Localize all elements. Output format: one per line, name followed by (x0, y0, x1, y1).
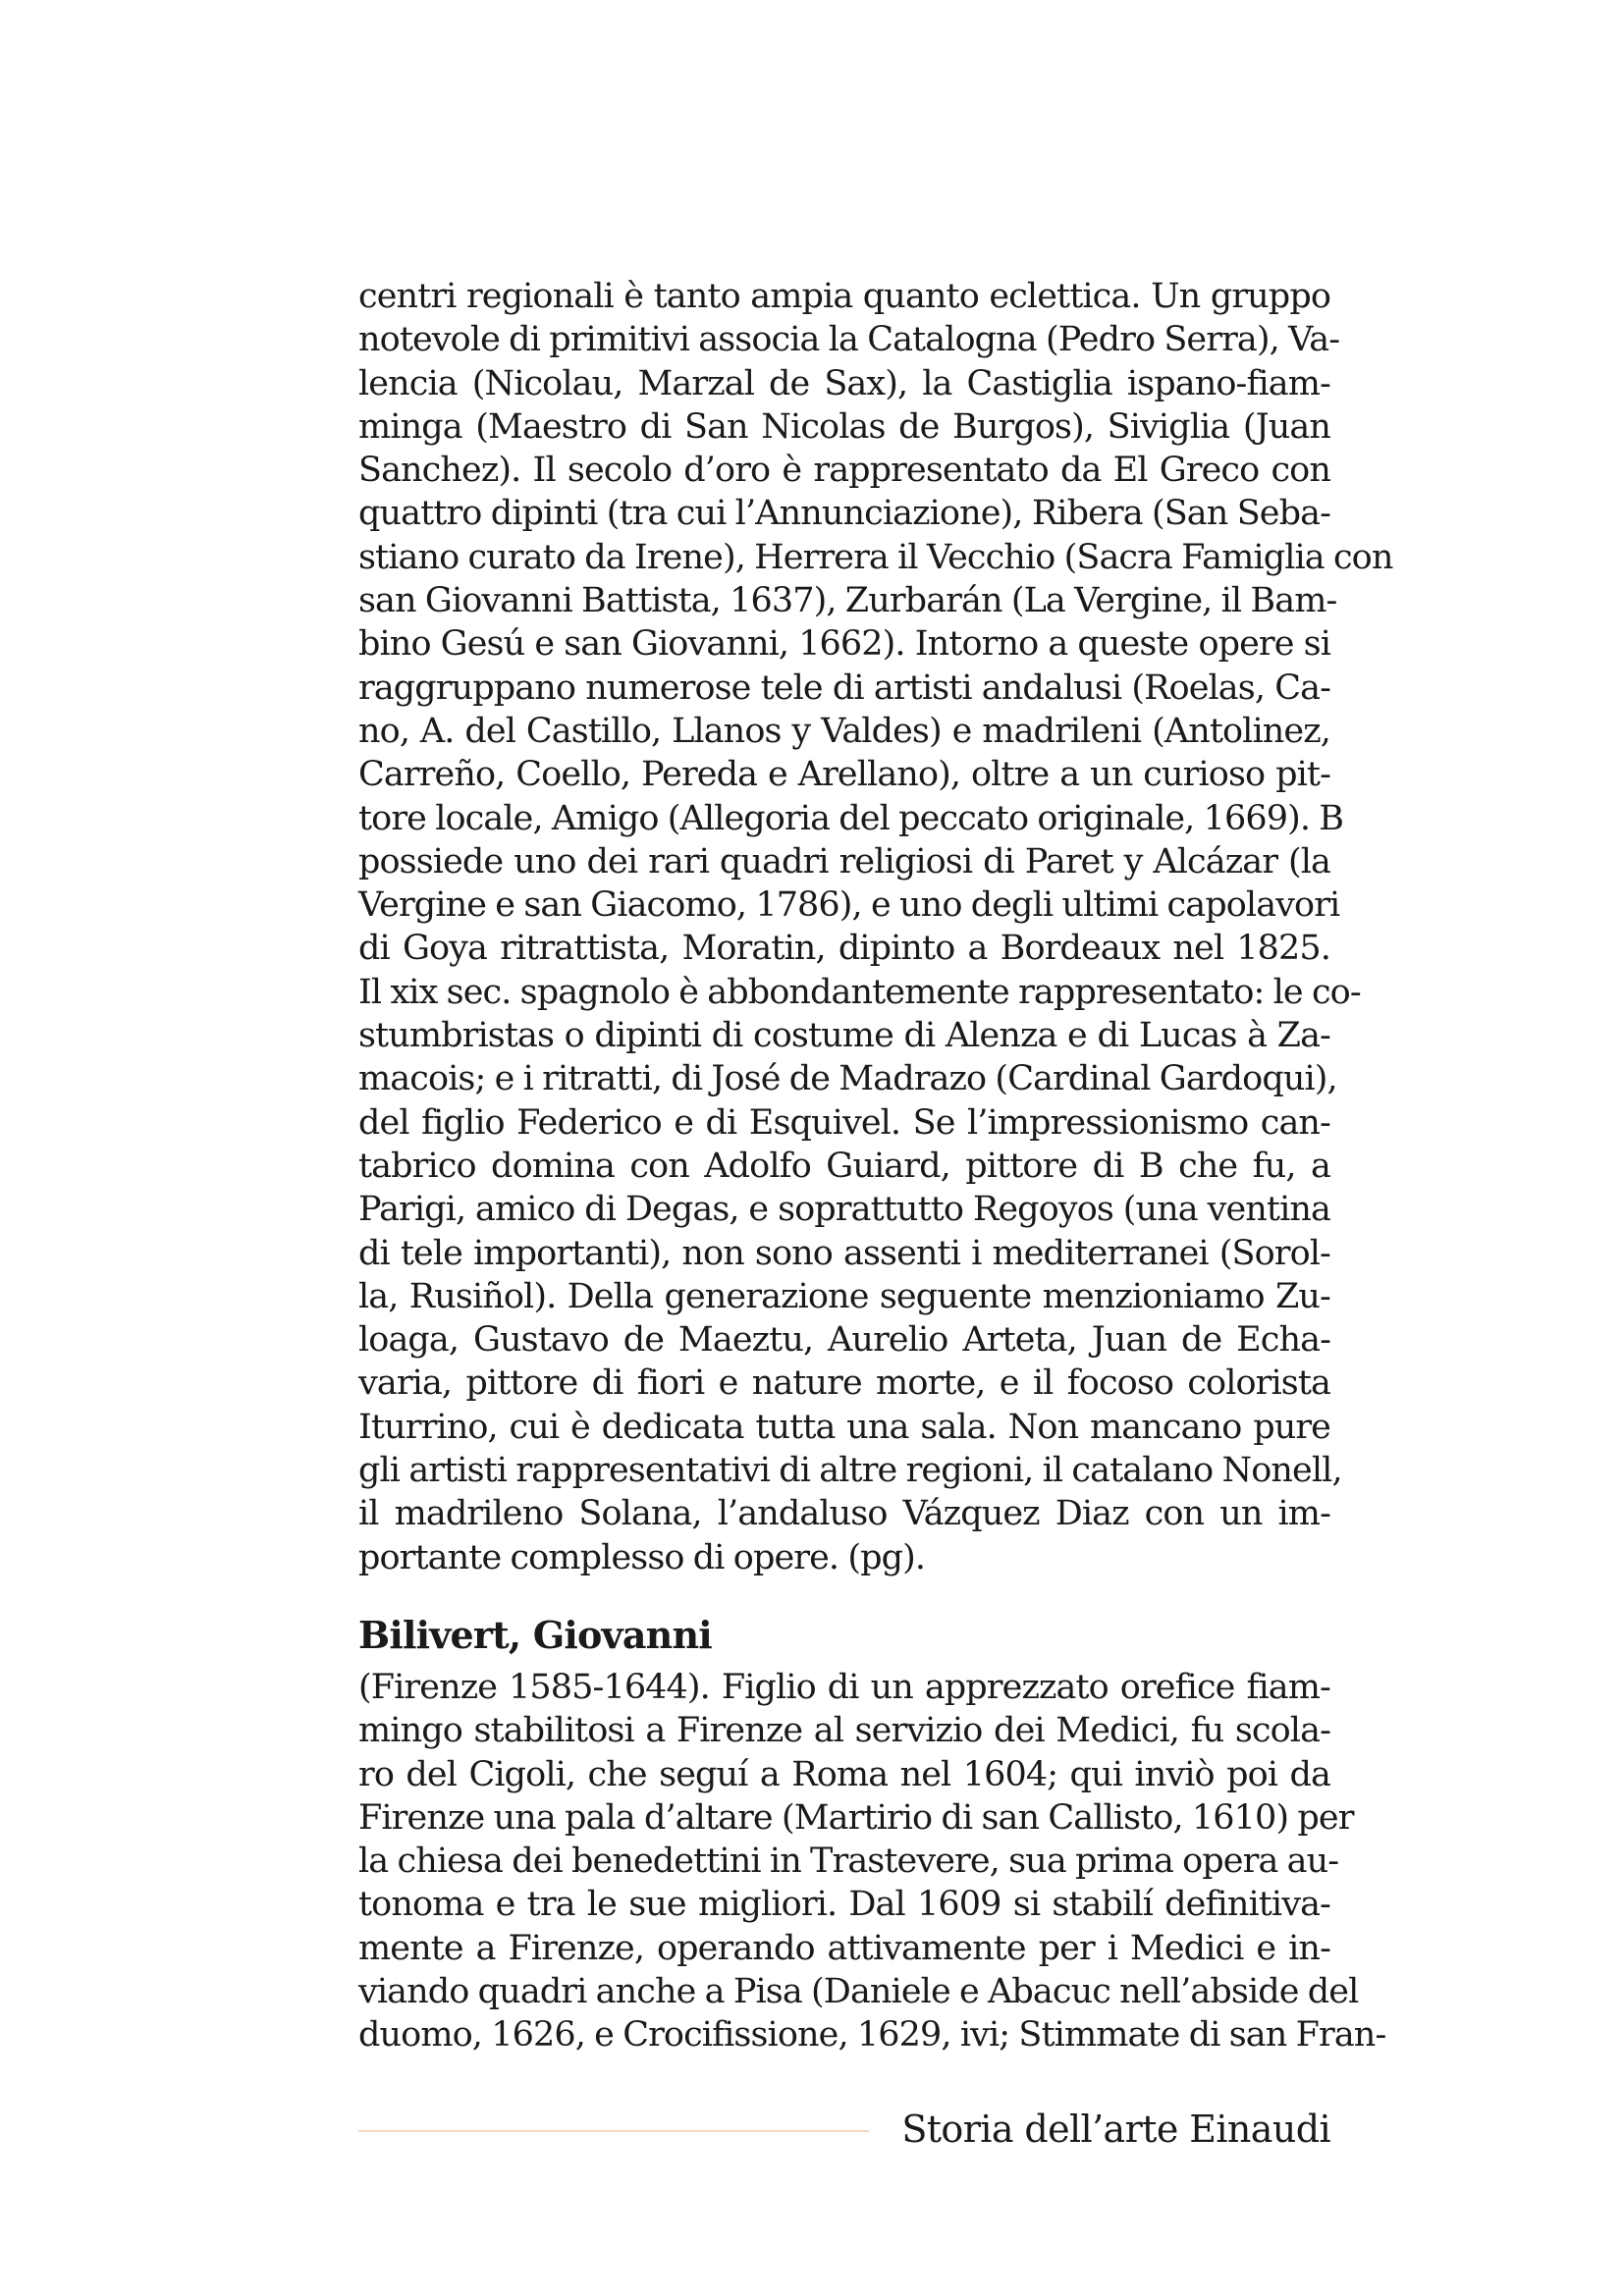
text-line: del figlio Federico e di Esquivel. Se l’impressionismo can- (358, 1102, 1330, 1143)
text-line: il madrileno Solana, l’andaluso Vázquez Diaz con un im- (358, 1494, 1330, 1534)
text-line: viando quadri anche a Pisa (Daniele e Abacuc nell’abside del (358, 1971, 1359, 2011)
body-text (358, 275, 1393, 1579)
text-line: stiano curato da Irene), Herrera il Vecchio (Sacra Famiglia con (358, 537, 1393, 577)
footer-title: Storia dell’arte Einaudi (901, 2108, 1330, 2151)
text-line: Vergine e san Giacomo, 1786), e uno degli ultimi capolavori (358, 885, 1340, 926)
text-line: san Giovanni Battista, 1637), Zurbarán (La Vergine, il Bam- (358, 581, 1337, 621)
text-line: Iturrino, cui è dedicata tutta una sala. Non mancano pure (358, 1407, 1330, 1447)
text-line: Sanchez). Il secolo d’oro è rappresentato da El Greco con (358, 451, 1330, 491)
text-line: mente a Firenze, operando attivamente per i Medici e in- (358, 1928, 1330, 1968)
entry-heading: Bilivert, Giovanni (358, 1612, 712, 1657)
text-line: Parigi, amico di Degas, e soprattutto Regoyos (una ventina (358, 1190, 1330, 1230)
text-line: la, Rusiñol). Della generazione seguente menzioniamo Zu- (358, 1276, 1330, 1316)
text-line: portante complesso di opere. (pg). (358, 1537, 926, 1577)
entry-text (358, 1666, 1386, 2057)
text-line: tonoma e tra le sue migliori. Dal 1609 si stabilí definitiva- (358, 1885, 1330, 1925)
text-line: stumbristas o dipinti di costume di Alenza e di Lucas à Za- (358, 1016, 1330, 1056)
text-line: la chiesa dei benedettini in Trastevere, sua prima opera au- (358, 1842, 1339, 1882)
text-line: Il xix sec. spagnolo è abbondantemente rappresentato: le co- (358, 972, 1361, 1012)
page-footer (358, 2106, 1330, 2155)
text-line: Carreño, Coello, Pereda e Arellano), oltre a un curioso pit- (358, 755, 1330, 795)
text-line: no, A. del Castillo, Llanos y Valdes) e madrileni (Antolinez, (358, 711, 1330, 751)
text-line: ro del Cigoli, che seguí a Roma nel 1604; qui inviò poi da (358, 1754, 1330, 1794)
text-line: lencia (Nicolau, Marzal de Sax), la Castiglia ispano-fiam- (358, 363, 1330, 403)
text-line: Firenze una pala d’altare (Martirio di san Callisto, 1610) per (358, 1797, 1354, 1838)
text-line: minga (Maestro di San Nicolas de Burgos), Siviglia (Juan (358, 406, 1330, 447)
text-line: di tele importanti), non sono assenti i mediterranei (Sorol- (358, 1233, 1330, 1273)
text-line: (Firenze 1585-1644). Figlio di un apprezzato orefice fiam- (358, 1667, 1330, 1707)
text-line: gli artisti rappresentativi di altre regioni, il catalano Nonell, (358, 1451, 1342, 1491)
text-line: notevole di primitivi associa la Catalogna (Pedro Serra), Va- (358, 320, 1340, 360)
text-line: macois; e i ritratti, di José de Madrazo (Cardinal Gardoqui), (358, 1059, 1337, 1099)
text-line: tore locale, Amigo (Allegoria del peccato originale, 1669). B (358, 798, 1344, 838)
text-line: possiede uno dei rari quadri religiosi di Paret y Alcázar (la (358, 841, 1330, 881)
text-line: raggruppano numerose tele di artisti andalusi (Roelas, Ca- (358, 667, 1330, 708)
text-line: bino Gesú e san Giovanni, 1662). Intorno a queste opere si (358, 624, 1330, 665)
text-line: centri regionali è tanto ampia quanto eclettica. Un gruppo (358, 277, 1330, 316)
text-line: tabrico domina con Adolfo Guiard, pittore di B che fu, a (358, 1146, 1330, 1186)
text-line: di Goya ritrattista, Moratin, dipinto a Bordeaux nel 1825. (358, 929, 1330, 969)
text-line: quattro dipinti (tra cui l’Annunciazione), Ribera (San Seba- (358, 494, 1330, 534)
text-line: mingo stabilitosi a Firenze al servizio dei Medici, fu scola- (358, 1711, 1330, 1751)
text-line: varia, pittore di fiori e nature morte, e il focoso colorista (358, 1363, 1330, 1404)
text-line: loaga, Gustavo de Maeztu, Aurelio Arteta, Juan de Echa- (358, 1320, 1330, 1361)
text-line: duomo, 1626, e Crocifissione, 1629, ivi; Stimmate di san Fran- (358, 2015, 1386, 2056)
document-page (358, 275, 1393, 2057)
footer-divider (358, 2130, 869, 2132)
